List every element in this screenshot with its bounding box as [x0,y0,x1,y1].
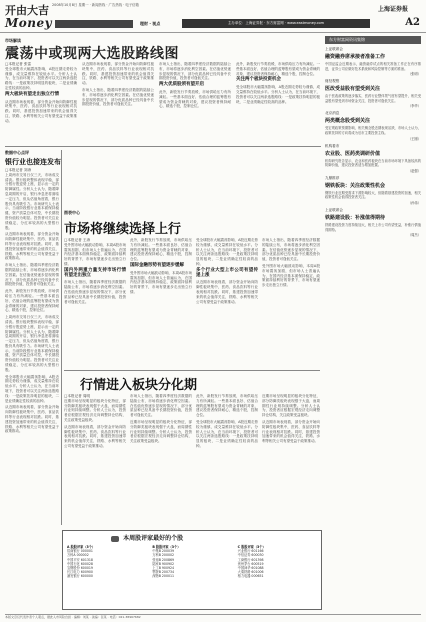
lead-col2-more: 市场人士指出，随着四季度经济数据的陆续公布，市场将逐步消化利空因素。在估值优势逐步显现的情况下，部分优质品种已经具备中长期投资价值，投资者可逢低关注。 [82,87,154,107]
sidebar-body: 机构研究报告显示，农业和医药板块在当前市场环境下具备较高的防御价值，建议投资者适当增加配置。 [325,158,421,168]
mid-col4-more: 受外围市场大幅波动影响，本周A股市场震荡加剧，但市场人士普遍认为，在国内经济基本面保持稳定、政策面持续利好的背景下，市场有望逐步走出独立行情。 [262,263,320,288]
mid-subhead-2: 国际金融形势有望逐步缓解 [130,262,184,268]
sidebar-kicker: 北京消息 [325,111,340,116]
sidebar-source: （张明） [407,72,421,77]
sidebar-source: （李华） [407,104,421,109]
left-feature-label: 数据中心点评 [5,150,29,155]
lead-subhead-2: 两大优质股须有望开启 [159,82,204,88]
mid-feature-byline: □本报记者 王涛 [64,238,91,242]
sidebar-source: （孙伟） [407,200,421,205]
left-feature-text-6: 受全球股市大幅震荡影响，A股近期走势较为谨慎，成交量维持在较低水平。分析人士认为，在当前环境下，投资者可以关注两条选股路线：一是政策扶持明显的板块，二是业绩确定性较高的品种。 [5,374,59,403]
topic-label: 理财 · 视点 [140,21,161,26]
mid-col1-text: 受外围市场大幅波动影响，本周A股市场震荡加剧，但市场人士普遍认为，在国内经济基本面保持稳定、政策面持续利好的背景下，市场有望逐步走出独立行情。 [64,242,126,266]
mid-col4-text: 市场人士指出，随着四季度经济数据的陆续公布，市场将逐步消化利空因素。在估值优势逐步显现的情况下，部分优质品种已经具备中长期投资价值，投资者可逢低关注。 [262,238,320,262]
stock-column [238,543,317,579]
sector-col2-text: 市场人士指出，随着四季度经济数据的陆续公布，市场将逐步消化利空因素。在估值优势逐步显现的情况下，部分优质品种已经具备中长期投资价值，投资者可逢低关注。 [130,394,192,418]
lead-col1-text: 受全球股市大幅震荡影响，A股近期走势较为谨慎，成交量维持在较低水平。分析人士认为，在当前环境下，投资者可以关注两条选股路线：一是政策扶持明显的板块，二是业绩确定性较高的品种。 [5,66,77,90]
stock-item: 万科A 000002 [67,553,89,558]
divider [64,370,320,371]
stock-picks-title [111,533,183,542]
stock-item: 宝钢股份 600019 [67,566,93,571]
stock-item: 上工B 900924 [152,566,175,571]
sector-col2-more: 近期市场呈现明显的板块分化特征，部分防御类板块表现强于大盘，而周期性行业则持续调整。分析人士认为，投资者应根据宏观经济走向调整持仓结构，关注政策受益板块。 [130,419,192,444]
sidebar-item[interactable] [325,47,421,76]
stock-picks-grid [67,543,317,579]
stock-item: 长江电力 600900 [67,570,93,575]
lead-headline: 震荡中或现两大选股路线图 [5,46,179,62]
mid-col3-more: 从近期市场表现看，部分资金开始向防御性板块集中，医药、食品饮料等行业表现相对抗跌。同时，基建投资加速带来的机会值得关注，铁路、水利等相关公司有望受益于政策推动。 [196,280,258,304]
left-feature-text-7: 从近期市场表现看，部分资金开始向防御性板块集中，医药、食品饮料等行业表现相对抗跌。同时，基建投资加速带来的机会值得关注，铁路、水利等相关公司有望受益于政策推动。 [5,405,59,434]
stock-item: 中国石化 600028 [67,561,93,566]
page-number: A2 [405,17,420,28]
divider [5,146,321,147]
logo-icon [111,536,119,542]
stock-item: 深物B 200011 [152,574,175,579]
mid-subhead-3: 多个行业大型上市公司有望传递上涨 [196,267,258,278]
mid-col3-text: 受全球股市大幅震荡影响，A股近期走势较为谨慎，成交量维持在较低水平。分析人士认为，在当前环境下，投资者可以关注两条选股路线：一是政策扶持明显的板块，二是业绩确定性较高的品种。 [196,238,258,266]
sidebar-item[interactable] [325,144,421,173]
lead-label: 市场解读 [5,38,21,43]
sector-byline: □本报记者 周明 [64,394,91,398]
section-bar [55,20,133,28]
lead-column-1 [5,62,77,144]
sector-col1-text: 近期市场呈现明显的板块分化特征，部分防御类板块表现强于大盘，而周期性行业则持续调整。分析人士认为，投资者应根据宏观经济走向调整持仓结构，关注政策受益板块。 [64,398,126,422]
sidebar-body: 钢铁行业近期受需求下滑影响较大，但随着基建投资的加速，相关政策性机会值得投资者关注。 [325,190,421,200]
stock-column [67,543,146,579]
mid-feature-col-4 [262,238,320,368]
lead-col2-text: 从近期市场表现看，部分资金开始向防御性板块集中，医药、食品饮料等行业表现相对抗跌。同时，基建投资加速带来的机会值得关注，铁路、水利等相关公司有望受益于政策推动。 [82,62,154,86]
lead-column-2 [82,62,154,144]
sidebar-title: 钢铁板块：关注政策性机会 [325,182,386,189]
left-feature-text-3: 市场人士指出，随着四季度经济数据的陆续公布，市场将逐步消化利空因素。在估值优势逐步显现的情况下，部分优质品种已经具备中长期投资价值，投资者可逢低关注。 [5,263,59,287]
left-feature-text-1: 上周两市交易日仅三天，市场成交清淡。银行板块整体表现平稳，部分银行股逆势上涨，显示出一定的防御属性。分析人士认为，随着降息周期的开启，银行净息差将面临一定压力，但从估值角度看，银行股仍具有吸引力。市场研究人士表示，当前阶段银行业基本面保持稳健，资产质量总体可控，中长期投资价值较为明显。投资者可关注业绩稳定、分红率较高的大型银行股。 [5,172,59,230]
lead-subhead-3: 关注两个板块投资机会 [236,77,281,83]
mid-feature-col-2 [130,238,192,368]
header-banner: 主办单位：上海证券报 · 东方财富网 · www.eastmoney.com [182,19,370,28]
sidebar-title: 融资融券席承接者准备工作 [325,54,386,60]
sidebar-body: 受宏观政策预期影响，相关概念股近期表现活跃，市场人士认为，政策扶持的方向将成为后市主要投资主线。 [325,126,421,135]
sidebar-title: 农业股、医药类调研价值 [325,150,381,157]
sidebar-body: 铁路建设投资力度持续加大，相关上市公司有望受益，补涨行情值得期待。 [325,222,421,232]
header-meta: 2008年10月8日 星期一 · 新闻热线 · 广告热线 · 电子信箱 [52,3,139,7]
sector-col4-text: 近期市场呈现明显的板块分化特征，部分防御类板块表现强于大盘，而周期性行业则持续调整。分析人士认为，投资者应根据宏观经济走向调整持仓结构，关注政策受益板块。 [262,394,320,418]
sector-col3-more: 受全球股市大幅震荡影响，A股近期走势较为谨慎，成交量维持在较低水平。分析人士认为，在当前环境下，投资者可以关注两条选股路线：一是政策扶持明显的板块，二是业绩确定性较高的品种。 [196,419,258,448]
lead-col4-text: 此外，新股发行节奏放缓，市场供给压力有所减轻。一些基本面良好、估值合理的蓝筹股有望成为资金青睐的对象，建议投资者保持耐心，精选个股，控制仓位。 [236,62,320,76]
paper-name-right: 上海证券报 [377,6,408,13]
section-title: Money [5,16,53,30]
paper-name: 开由大吉 [5,4,49,17]
mid-feature-headline: 市场将继续选择上行 [64,222,182,237]
lead-subhead-1: 两大板块有望走出独立行情 [5,91,59,97]
stock-item: 工商银行 601398 [237,557,264,562]
sidebar-title: 医改受益股有望受到关注 [325,86,381,93]
stock-column [152,543,231,579]
left-feature-byline: □本报记者 刘涛 [5,168,32,172]
sidebar-item[interactable] [325,176,421,205]
sidebar-source: （赵强） [407,168,421,173]
lead-column-4 [236,62,320,144]
left-feature-text-4: 此外，新股发行节奏放缓，市场供给压力有所减轻。一些基本面良好、估值合理的蓝筹股有望成为资金青睐的对象，建议投资者保持耐心，精选个股，控制仓位。 [5,289,59,313]
stock-item: 中国平安 601318 [67,557,93,562]
mid-col2-more: 受外围市场大幅波动影响，本周A股市场震荡加剧，但市场人士普遍认为，在国内经济基本面保持稳定、政策面持续利好的背景下，市场有望逐步走出独立行情。 [130,270,192,294]
stock-item: 浦发银行 600000 [67,574,93,579]
sidebar-kicker: 机构看市 [325,143,340,148]
sidebar-kicker: 上证联席会 [325,47,343,51]
page-header [0,0,426,33]
sector-col-1 [64,394,126,528]
stock-group: A 股股评家（3个） [67,545,96,549]
stock-item: 张裕B 200869 [152,557,175,562]
sidebar-kicker: 财经观察 [325,79,340,84]
stock-item: 中集B 200039 [152,549,175,554]
sidebar-source: （周杰） [407,233,421,238]
left-feature-headline: 银行业也接连发布 [5,158,61,166]
stock-item: 万科B 200002 [152,553,175,558]
sidebar-kicker: 九鼎推荐 [325,175,340,180]
sidebar-title: 铁路建设股：补涨值得期待 [325,214,386,221]
stock-item: 中国神华 601088 [237,566,264,571]
sidebar-body: 中国证监会近期表示，融资融券试点的相关准备工作正在有序推进，证券公司应做好技术系统和风险控制等方面的准备。 [325,62,421,71]
news-sidebar [325,36,421,614]
stock-item: 兴业银行 601166 [237,549,264,554]
lead-column-3 [159,62,231,144]
stock-item: 招商银行 000001 [67,549,93,554]
left-feature-body [5,168,59,523]
lead-col3-text: 市场人士指出，随着四季度经济数据的陆续公布，市场将逐步消化利空因素。在估值优势逐步显现的情况下，部分优质品种已经具备中长期投资价值，投资者可逢低关注。 [159,62,231,81]
column-rule [61,150,62,525]
mid-feature-col-3 [196,238,258,368]
sector-col-3 [196,394,258,528]
stock-item: 中信证券 600030 [237,553,264,558]
lead-col1-more: 从近期市场表现看，部分资金开始向防御性板块集中，医药、食品饮料等行业表现相对抗跌。同时，基建投资加速带来的机会值得关注，铁路、水利等相关公司有望受益于政策推动。 [5,99,77,123]
sidebar-kicker: 上证联席会 [325,207,343,212]
mid-subhead-1: 国内外两重力量支持市场行情有望走出独立 [64,267,126,278]
page-footer: 本版文章仅代表作者个人观点，据此入市风险自担 · 编辑：刘某 · 美编：张某 · 电话：021-38967682 [5,614,421,619]
sidebar-item[interactable] [325,111,421,140]
sidebar-source: （王刚） [407,136,421,141]
stock-item: 格力电器 000651 [237,574,264,579]
mid-col1-more: 市场人士指出，随着四季度经济数据的陆续公布，市场将逐步消化利空因素。在估值优势逐步显现的情况下，部分优质品种已经具备中长期投资价值，投资者可逢低关注。 [64,280,126,304]
stock-item: 鄂资B 200734 [152,570,175,575]
sidebar-header: 东方财富网资讯集锦 [325,36,421,44]
sector-col4-more: 从近期市场表现看，部分资金开始向防御性板块集中，医药、食品饮料等行业表现相对抗跌。同时，基建投资加速带来的机会值得关注，铁路、水利等相关公司有望受益于政策推动。 [262,419,320,444]
stock-item: 贵州茅台 600519 [237,561,264,566]
stock-picks-title-text: 本周股评家最好的个股 [123,535,184,542]
stock-item: 陆家B 900902 [152,561,175,566]
mid-feature-label: 图表中心 [64,210,80,215]
mid-feature-col-1 [64,238,126,368]
left-feature-text-5: 上周两市交易日仅三天，市场成交清淡。银行板块整体表现平稳，部分银行股逆势上涨，显示出一定的防御属性。分析人士认为，随着降息周期的开启，银行净息差将面临一定压力，但从估值角度看，银行股仍具有吸引力。市场研究人士表示，当前阶段银行业基本面保持稳健，资产质量总体可控，中长期投资价值较为明显。投资者可关注业绩稳定、分红率较高的大型银行股。 [5,315,59,372]
sector-col3-text: 此外，新股发行节奏放缓，市场供给压力有所减轻。一些基本面良好、估值合理的蓝筹股有望成为资金青睐的对象，建议投资者保持耐心，精选个股，控制仓位。 [196,394,258,418]
sidebar-body: 由于医改政策的逐步落实，医药行业整体景气度有望提升，相关受益股有望受到市场资金关注，投资者可逢低关注。 [325,94,421,103]
sector-col-2 [130,394,192,528]
lead-byline: □本报记者 张雷 [5,62,32,66]
sidebar-item[interactable] [325,208,421,237]
sidebar-item[interactable] [325,79,421,108]
stock-group: B 股股评家（3个） [152,545,181,549]
mid-col2-text: 此外，新股发行节奏放缓，市场供给压力有所减轻。一些基本面良好、估值合理的蓝筹股有望成为资金青睐的对象，建议投资者保持耐心，精选个股，控制仓位。 [130,238,192,262]
sector-headline: 行情进入板块分化期 [80,378,198,393]
stock-picks-box [62,530,322,610]
stock-group: C 股股评家（3个） [237,545,266,549]
sector-col-4 [262,394,320,528]
stock-item: 大秦铁路 601006 [237,570,264,575]
lead-col3-more: 此外，新股发行节奏放缓，市场供给压力有所减轻。一些基本面良好、估值合理的蓝筹股有望成为资金青睐的对象，建议投资者保持耐心，精选个股，控制仓位。 [159,89,231,109]
left-feature-text-2: 从近期市场表现看，部分资金开始向防御性板块集中，医药、食品饮料等行业表现相对抗跌。同时，基建投资加速带来的机会值得关注，铁路、水利等相关公司有望受益于政策推动。 [5,232,59,261]
sector-col1-more: 从近期市场表现看，部分资金开始向防御性板块集中，医药、食品饮料等行业表现相对抗跌。同时，基建投资加速带来的机会值得关注，铁路、水利等相关公司有望受益于政策推动。 [64,424,126,448]
lead-col4-more: 受全球股市大幅震荡影响，A股近期走势较为谨慎，成交量维持在较低水平。分析人士认为，在当前环境下，投资者可以关注两条选股路线：一是政策扶持明显的板块，二是业绩确定性较高的品种。 [236,85,320,104]
sidebar-title: 两类概念股受到关注 [325,118,371,125]
